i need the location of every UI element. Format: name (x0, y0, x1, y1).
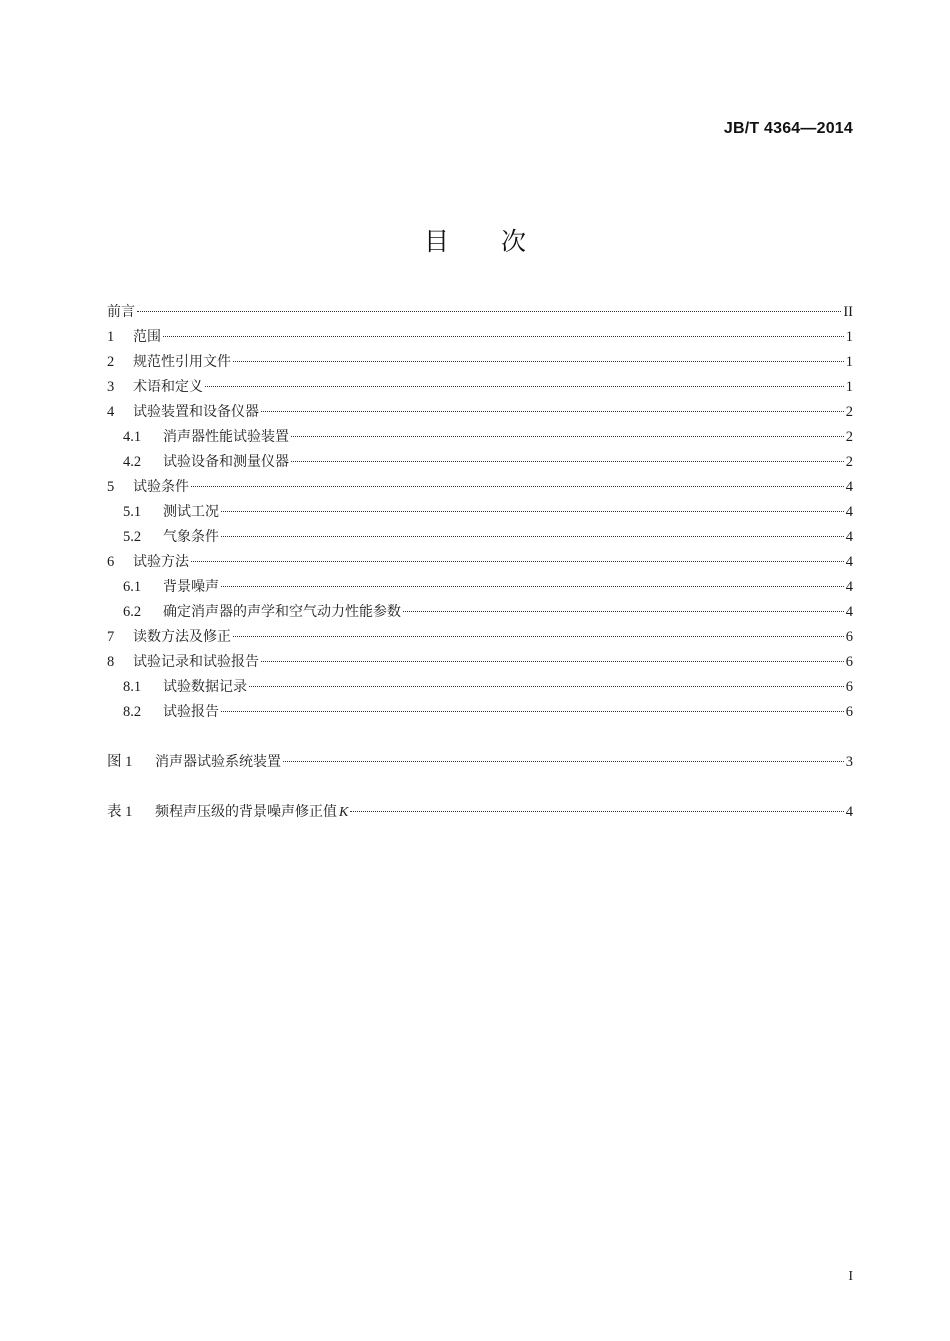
toc-entry-8-2[interactable] (107, 700, 853, 725)
spacer (107, 725, 853, 750)
toc-entry-label: 试验设备和测量仪器 (163, 454, 289, 470)
toc-entry-reading-method[interactable] (107, 625, 853, 650)
page-number: I (848, 1269, 853, 1284)
toc-entry-table-1[interactable] (107, 800, 853, 825)
toc-entry-test-apparatus[interactable] (107, 400, 853, 425)
toc-entry-number: 6.2 (123, 604, 142, 620)
toc-entry-page: 6 (845, 629, 853, 645)
toc-entry-number: 表 1 (107, 804, 133, 820)
toc-entry-page: 4 (845, 479, 853, 495)
toc-entry-label: 背景噪声 (163, 579, 219, 595)
dot-leader (221, 711, 844, 712)
toc-entry-number: 5.1 (123, 504, 142, 520)
toc-entry-page: 6 (845, 679, 853, 695)
toc-entry-label: 消声器试验系统装置 (155, 754, 281, 770)
dot-leader (350, 811, 843, 812)
toc-entry-page: 4 (845, 529, 853, 545)
toc-entry-page: 4 (845, 579, 853, 595)
toc-entry-number: 8.1 (123, 679, 142, 695)
toc-entry-label: 术语和定义 (133, 379, 203, 395)
dot-leader (261, 411, 844, 412)
dot-leader (221, 511, 844, 512)
toc-entry-5-1[interactable] (107, 500, 853, 525)
toc-entry-6-1[interactable] (107, 575, 853, 600)
toc-entry-scope[interactable] (107, 325, 853, 350)
toc-entry-number: 6.1 (123, 579, 142, 595)
table-of-contents (107, 300, 853, 825)
toc-entry-number: 4 (107, 404, 115, 420)
toc-entry-page: 1 (845, 379, 853, 395)
toc-entry-page: 6 (845, 704, 853, 720)
toc-entry-number: 5.2 (123, 529, 142, 545)
toc-entry-label (155, 800, 348, 825)
toc-entry-page: 4 (845, 604, 853, 620)
dot-leader (221, 586, 844, 587)
dot-leader (403, 611, 844, 612)
toc-entry-records-report[interactable] (107, 650, 853, 675)
dot-leader (191, 486, 844, 487)
toc-entry-page: 1 (845, 329, 853, 345)
toc-entry-figure-1[interactable] (107, 750, 853, 775)
toc-entry-label: 试验方法 (133, 554, 189, 570)
page-title: 目次 (423, 227, 578, 256)
toc-entry-page: 4 (845, 554, 853, 570)
spacer (107, 775, 853, 800)
toc-entry-label-text: 频程声压级的背景噪声修正值 (155, 804, 337, 820)
toc-entry-label: 气象条件 (163, 529, 219, 545)
toc-entry-label: 前言 (107, 304, 135, 320)
toc-entry-label: 测试工况 (163, 504, 219, 520)
toc-entry-number: 4.1 (123, 429, 142, 445)
toc-entry-4-2[interactable] (107, 450, 853, 475)
toc-entry-page: 4 (845, 804, 853, 820)
toc-entry-number: 1 (107, 329, 115, 345)
toc-entry-foreword[interactable] (107, 300, 853, 325)
toc-entry-label: 试验数据记录 (163, 679, 247, 695)
toc-entry-page: 6 (845, 654, 853, 670)
toc-entry-normative-references[interactable] (107, 350, 853, 375)
toc-entry-label: 读数方法及修正 (133, 629, 231, 645)
toc-entry-8-1[interactable] (107, 675, 853, 700)
dot-leader (233, 636, 844, 637)
dot-leader (205, 386, 844, 387)
toc-entry-4-1[interactable] (107, 425, 853, 450)
toc-entry-test-methods[interactable] (107, 550, 853, 575)
toc-entry-page: 2 (845, 454, 853, 470)
dot-leader (163, 336, 844, 337)
document-code: JB/T 4364—2014 (723, 120, 853, 137)
toc-entry-page: 4 (845, 504, 853, 520)
toc-entry-number: 8 (107, 654, 115, 670)
toc-entry-label: 试验记录和试验报告 (133, 654, 259, 670)
correction-variable: K (339, 805, 349, 820)
toc-entry-label: 试验报告 (163, 704, 219, 720)
dot-leader (283, 761, 844, 762)
toc-entry-page: 3 (845, 754, 853, 770)
toc-entry-number: 5 (107, 479, 115, 495)
toc-entry-6-2[interactable] (107, 600, 853, 625)
toc-entry-number: 4.2 (123, 454, 142, 470)
toc-entry-number: 3 (107, 379, 115, 395)
dot-leader (291, 436, 844, 437)
dot-leader (137, 311, 841, 312)
dot-leader (291, 461, 844, 462)
toc-entry-number: 2 (107, 354, 115, 370)
toc-entry-number: 8.2 (123, 704, 142, 720)
toc-entry-label: 范围 (133, 329, 161, 345)
toc-entry-label: 消声器性能试验装置 (163, 429, 289, 445)
dot-leader (261, 661, 844, 662)
toc-entry-5-2[interactable] (107, 525, 853, 550)
toc-entry-label: 确定消声器的声学和空气动力性能参数 (163, 604, 401, 620)
dot-leader (233, 361, 844, 362)
dot-leader (191, 561, 844, 562)
toc-entry-page: 2 (845, 429, 853, 445)
toc-entry-page: 1 (845, 354, 853, 370)
toc-entry-label: 规范性引用文件 (133, 354, 231, 370)
toc-entry-page: II (843, 304, 853, 320)
dot-leader (249, 686, 844, 687)
toc-entry-number: 图 1 (107, 754, 133, 770)
toc-entry-number: 7 (107, 629, 115, 645)
toc-entry-terms[interactable] (107, 375, 853, 400)
toc-entry-number: 6 (107, 554, 115, 570)
dot-leader (221, 536, 844, 537)
toc-entry-test-conditions[interactable] (107, 475, 853, 500)
toc-entry-page: 2 (845, 404, 853, 420)
toc-entry-label: 试验条件 (133, 479, 189, 495)
toc-entry-label: 试验装置和设备仪器 (133, 404, 259, 420)
